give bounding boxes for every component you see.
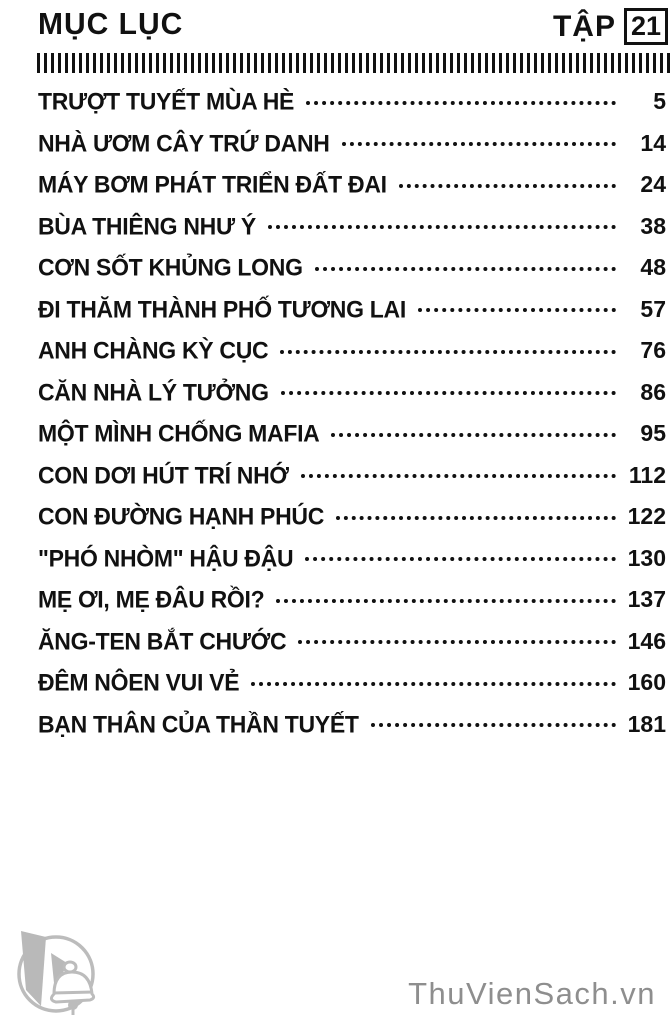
toc-entry-page: 181: [627, 710, 666, 737]
dot-leader: [305, 557, 616, 561]
toc-entry-page: 137: [627, 586, 666, 613]
toc-entry-page: 38: [640, 212, 666, 239]
toc-entry-title: TRƯỢT TUYẾT MÙA HÈ: [38, 87, 295, 115]
dot-leader: [280, 350, 616, 354]
dot-leader: [315, 267, 616, 271]
toc-entry[interactable]: [38, 538, 666, 580]
dot-leader: [399, 184, 616, 188]
toc-entry-title: ANH CHÀNG KỲ CỤC: [38, 336, 269, 364]
dot-leader: [281, 391, 616, 395]
volume-indicator: [553, 8, 668, 45]
volume-number-badge: 21: [624, 8, 668, 45]
toc-entry[interactable]: [38, 289, 666, 331]
toc-entry[interactable]: [38, 372, 666, 414]
toc-entry-title: ĐI THĂM THÀNH PHỐ TƯƠNG LAI: [38, 295, 406, 323]
toc-entry[interactable]: [38, 330, 666, 372]
toc-entry[interactable]: [38, 704, 666, 746]
toc-entry-page: 57: [640, 295, 666, 322]
dot-leader: [342, 142, 616, 146]
toc-entry-title: CON ĐƯỜNG HẠNH PHÚC: [38, 502, 325, 530]
toc-entry-title: MỘT MÌNH CHỐNG MAFIA: [38, 419, 320, 447]
page-title: MỤC LỤC: [38, 7, 184, 42]
dot-leader: [331, 433, 616, 437]
toc-entry-page: 14: [640, 129, 666, 156]
toc-entry-page: 122: [627, 503, 666, 530]
volume-label: TẬP: [552, 9, 616, 43]
dot-leader: [276, 599, 616, 603]
toc-entry-page: 5: [653, 88, 666, 115]
toc-entry-page: 160: [627, 669, 666, 696]
toc-entry-title: MẸ ƠI, MẸ ĐÂU RỒI?: [38, 585, 265, 613]
toc-entry[interactable]: [38, 496, 666, 538]
toc-entry-title: "PHÓ NHÒM" HẬU ĐẬU: [38, 544, 294, 572]
toc-entry-title: BẠN THÂN CỦA THẦN TUYẾT: [38, 710, 359, 738]
toc-entry-page: 146: [627, 627, 666, 654]
striped-divider: [37, 53, 672, 73]
dot-leader: [268, 225, 616, 229]
toc-entry-title: MÁY BƠM PHÁT TRIỂN ĐẤT ĐAI: [38, 170, 387, 198]
toc-entry-page: 24: [640, 171, 666, 198]
toc-entry-page: 76: [640, 337, 666, 364]
publisher-logo: [4, 920, 104, 1016]
toc-entry-title: CON DƠI HÚT TRÍ NHỚ: [38, 461, 289, 489]
toc-entry-page: 95: [640, 420, 666, 447]
toc-entry[interactable]: [38, 455, 666, 497]
toc-entry-title: NHÀ ƯƠM CÂY TRỨ DANH: [38, 129, 330, 157]
site-watermark: ThuVienSach.vn: [408, 976, 656, 1011]
toc-entry-page: 130: [627, 544, 666, 571]
dot-leader: [306, 101, 616, 105]
dot-leader: [418, 308, 616, 312]
dot-leader: [336, 516, 616, 520]
toc-entry-title: CƠN SỐT KHỦNG LONG: [38, 253, 303, 281]
toc-list: [38, 81, 666, 745]
dot-leader: [298, 640, 616, 644]
toc-entry-title: ĐÊM NÔEN VUI VẺ: [38, 668, 240, 696]
dot-leader: [371, 723, 616, 727]
toc-entry-page: 86: [640, 378, 666, 405]
toc-entry-page: 48: [640, 254, 666, 281]
page-header: [0, 6, 672, 45]
toc-entry-title: CĂN NHÀ LÝ TƯỞNG: [38, 378, 269, 406]
toc-entry[interactable]: [38, 206, 666, 248]
dot-leader: [251, 682, 616, 686]
toc-entry[interactable]: [38, 579, 666, 621]
toc-entry-title: BÙA THIÊNG NHƯ Ý: [38, 212, 256, 240]
dot-leader: [301, 474, 616, 478]
toc-entry[interactable]: [38, 81, 666, 123]
toc-entry[interactable]: [38, 662, 666, 704]
toc-entry[interactable]: [38, 123, 666, 165]
toc-entry[interactable]: [38, 413, 666, 455]
toc-entry-page: 112: [628, 461, 666, 488]
toc-entry[interactable]: [38, 164, 666, 206]
toc-entry[interactable]: [38, 621, 666, 663]
toc-entry-title: ĂNG-TEN BẮT CHƯỚC: [38, 627, 287, 655]
toc-entry[interactable]: [38, 247, 666, 289]
